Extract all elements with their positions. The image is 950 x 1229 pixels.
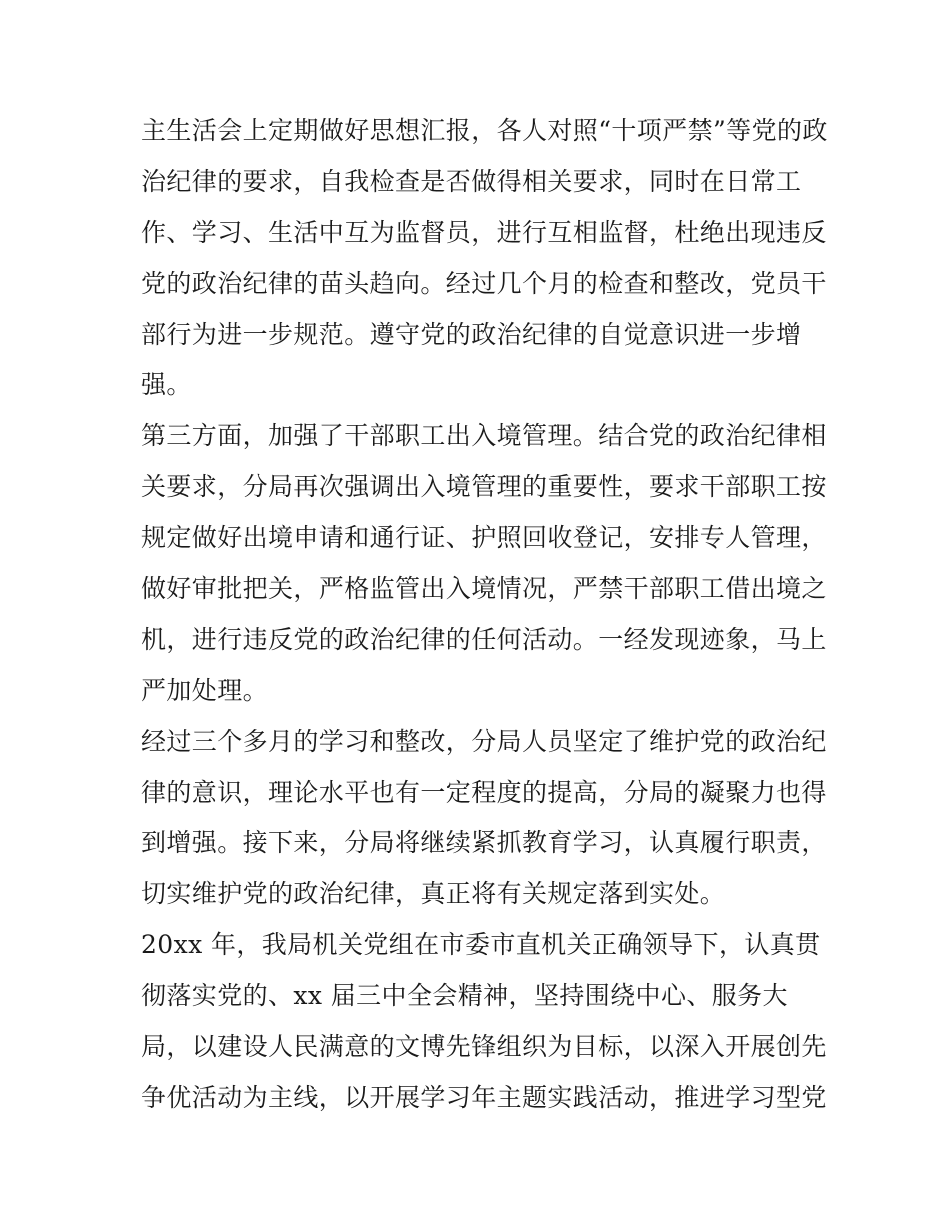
text-line-17: 20xx 年，我局机关党组在市委市直机关正确领导下，认真贯 bbox=[141, 930, 821, 960]
text-line-14: 律的意识，理论水平也有一定程度的提高，分局的凝聚力也得 bbox=[141, 777, 827, 807]
text-line-13: 经过三个多月的学习和整改，分局人员坚定了维护党的政治纪 bbox=[141, 726, 827, 756]
text-line-9: 规定做好出境申请和通行证、护照回收登记，安排专人管理， bbox=[141, 523, 827, 553]
text-line-3: 作、学习、生活中互为监督员，进行互相监督，杜绝出现违反 bbox=[141, 217, 827, 247]
document-body bbox=[141, 106, 828, 1124]
text-line-15: 到增强。接下来，分局将继续紧抓教育学习，认真履行职责， bbox=[141, 828, 827, 858]
text-line-19: 局，以建设人民满意的文博先锋组织为目标，以深入开展创先 bbox=[141, 1032, 827, 1062]
text-line-4: 党的政治纪律的苗头趋向。经过几个月的检查和整改，党员干 bbox=[141, 268, 827, 298]
text-line-10: 做好审批把关，严格监管出入境情况，严禁干部职工借出境之 bbox=[141, 574, 827, 604]
text-line-12: 严加处理。 bbox=[141, 675, 269, 705]
text-line-16: 切实维护党的政治纪律，真正将有关规定落到实处。 bbox=[141, 879, 726, 909]
text-line-18: 彻落实党的、xx 届三中全会精神，坚持围绕中心、服务大 bbox=[141, 981, 788, 1011]
text-line-2: 治纪律的要求，自我检查是否做得相关要求，同时在日常工 bbox=[141, 166, 802, 196]
text-line-8: 关要求，分局再次强调出入境管理的重要性，要求干部职工按 bbox=[141, 472, 827, 502]
text-line-7: 第三方面，加强了干部职工出入境管理。结合党的政治纪律相 bbox=[141, 421, 827, 451]
text-line-20: 争优活动为主线，以开展学习年主题实践活动，推进学习型党 bbox=[141, 1082, 827, 1112]
text-line-11: 机，进行违反党的政治纪律的任何活动。一经发现迹象，马上 bbox=[141, 624, 827, 654]
text-line-6: 强。 bbox=[141, 370, 192, 400]
text-line-5: 部行为进一步规范。遵守党的政治纪律的自觉意识进一步增 bbox=[141, 319, 802, 349]
text-line-1: 主生活会上定期做好思想汇报，各人对照“十项严禁”等党的政 bbox=[141, 116, 828, 145]
